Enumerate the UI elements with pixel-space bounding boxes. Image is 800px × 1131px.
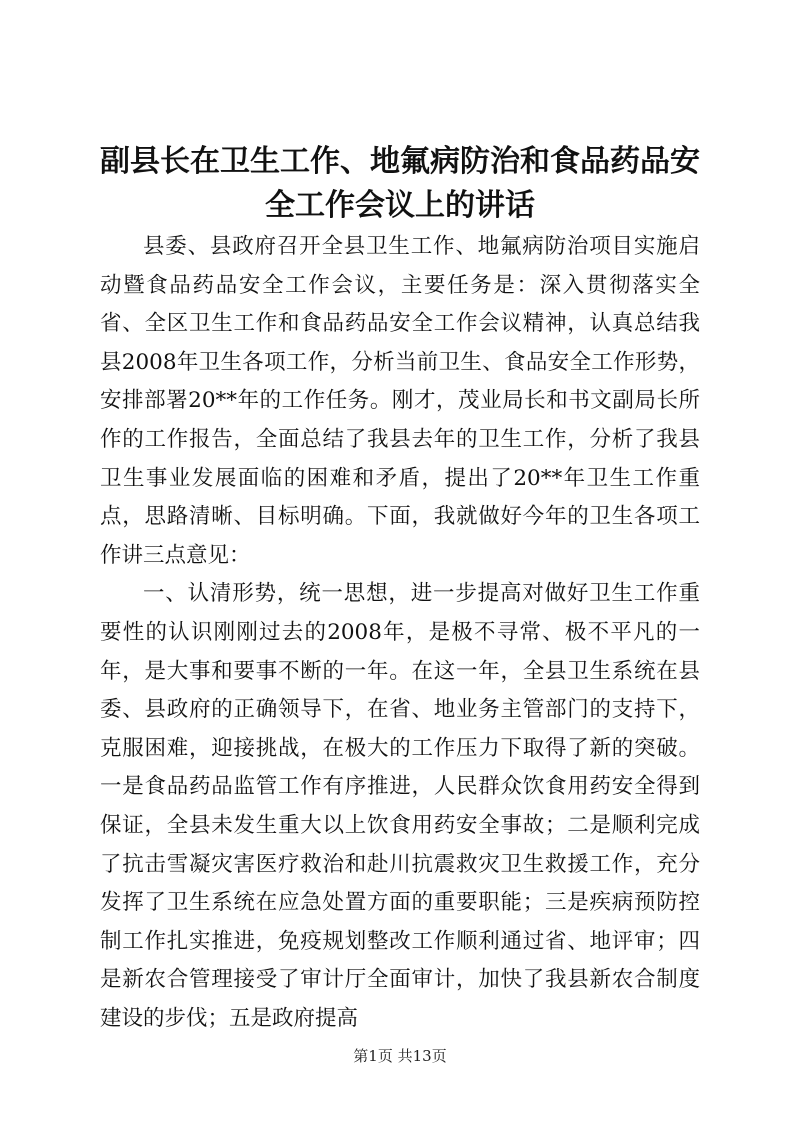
paragraph: 县委、县政府召开全县卫生工作、地氟病防治项目实施启动暨食品药品安全工作会议，主要任务是：深入贯彻落实全省、全区卫生工作和食品药品安全工作会议精神，认真总结我县2008年卫生各项工作，分析当前卫生、食品安全工作形势，安排部署20**年的工作任务。刚才，茂业局长和书文副局长所作的工作报告，全面总结了我县去年的卫生工作，分析了我县卫生事业发展面临的困难和矛盾，提出了20**年卫生工作重点，思路清晰、目标明确。下面，我就做好今年的卫生各项工作讲三点意见： <box>100 234 700 568</box>
document-body <box>100 228 700 1038</box>
page-footer: 第1页 共13页 <box>353 1047 447 1065</box>
document-title: 副县长在卫生工作、地氟病防治和食品药品安全工作会议上的讲话 <box>100 144 700 223</box>
paragraph: 一、认清形势，统一思想，进一步提高对做好卫生工作重要性的认识刚刚过去的2008年，是极不寻常、极不平凡的一年，是大事和要事不断的一年。在这一年，全县卫生系统在县委、县政府的正确领导下，在省、地业务主管部门的支持下，克服困难，迎接挑战，在极大的工作压力下取得了新的突破。一是食品药品监管工作有序推进，人民群众饮食用药安全得到保证，全县未发生重大以上饮食用药安全事故；二是顺利完成了抗击雪凝灾害医疗救治和赴川抗震救灾卫生救援工作，充分发挥了卫生系统在应急处置方面的重要职能；三是疾病预防控制工作扎实推进，免疫规划整改工作顺利通过省、地评审；四是新农合管理接受了审计厅全面审计，加快了我县新农合制度建设的步伐；五是政府提高 <box>100 581 700 1031</box>
